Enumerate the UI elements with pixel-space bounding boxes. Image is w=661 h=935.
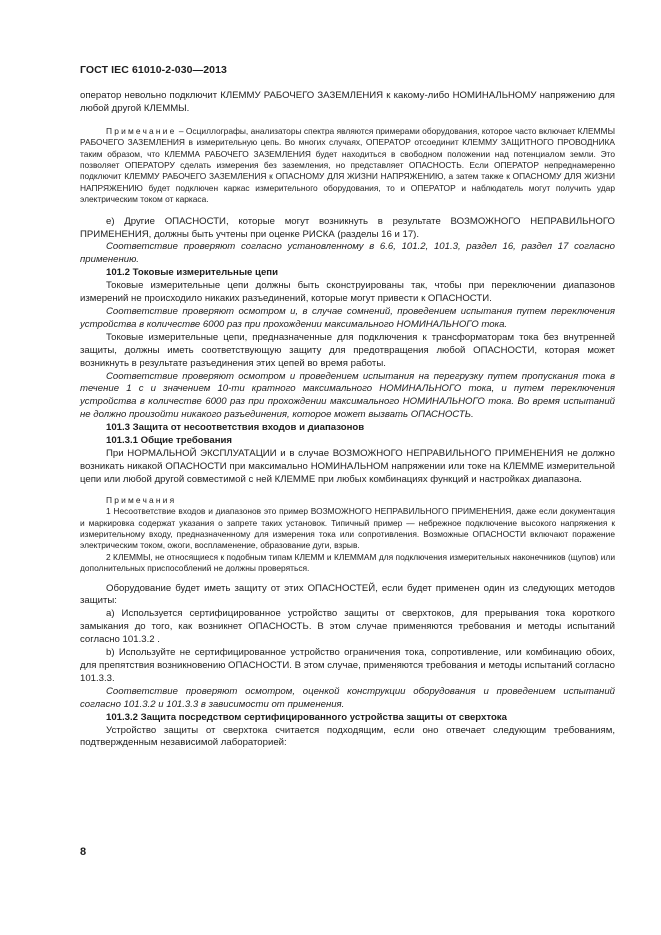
note-text: – Осциллографы, анализаторы спектра являются примерами оборудования, которое часто включает КЛЕММЫ РАБОЧЕГО ЗАЗЕМЛЕНИЯ в измерительную цепь. Во многих случаях, ОПЕРАТОР отсоединит КЛЕММУ ЗАЩИТНОГО ПРОВОДНИКА таким образом, что КЛЕММА РАБОЧЕГО ЗАЗЕМЛЕНИЯ будет находиться в свободном положении над потенциалом земли. Это позволяет ОПЕРАТОРУ сделать измерения без заземления, но представляет ОПАСНОСТЬ. Если ОПЕРАТОР непреднамеренно подключит КЛЕММУ РАБОЧЕГО ЗАЗЕМЛЕНИЯ к ОПАСНОМУ ДЛЯ ЖИЗНИ НАПРЯЖЕНИЮ, а затем также к ОПАСНОМУ ДЛЯ ЖИЗНИ НАПРЯЖЕНИЮ будет подключен каркас измерительного оборудования, то и ОПЕРАТОР и наблюдатель могут получить удар электрическим током от каркаса. xyxy=(80,125,615,205)
compliance-paragraph: Соответствие проверяют осмотром и, в случае сомнений, проведением испытания путем переключения устройства в количестве 6000 раз при прохождении максимального НОМИНАЛЬНОГО тока. xyxy=(80,306,615,330)
paragraph: Токовые измерительные цепи должны быть сконструированы так, чтобы при переключении диапазонов измерений не происходило никаких разъединений, которые могут привести к ОПАСНОСТИ. xyxy=(80,280,615,305)
note-item: 2 КЛЕММЫ, не относящиеся к подобным типам КЛЕММ и КЛЕММАМ для подключения измерительных наконечников (щупов) или дополнительных приспособлений не должны проверяться. xyxy=(80,551,615,574)
list-item: а) Используется сертифицированное устройство защиты от сверхтоков, для прерывания тока короткого замыкания до того, как возникнет ОПАСНОСТЬ. В этом случае применяются требования и методы испытаний согласно 101.3.2 . xyxy=(80,608,615,646)
list-item: b) Используйте не сертифицированное устройство ограничения тока, сопротивление, или комбинацию обоих, для препятствия возникновению ОПАСНОСТИ. В этом случае, применяются требования и методы испытаний согласно 101.3.3. xyxy=(80,647,615,684)
paragraph: оператор невольно подключит КЛЕММУ РАБОЧЕГО ЗАЗЕМЛЕНИЯ к какому-либо НОМИНАЛЬНОМУ напряжению для любой другой КЛЕММЫ. xyxy=(80,90,615,114)
subsection-heading: 101.3.1 Общие требования xyxy=(106,435,233,447)
paragraph: Токовые измерительные цепи, предназначенные для подключения к трансформаторам тока без внутренней защиты, должны иметь соответствующую защиту для предотвращения любой ОПАСНОСТИ, которая может возникнуть в результате разъединения этих цепей во время работы. xyxy=(80,331,615,369)
paragraph: При НОРМАЛЬНОЙ ЭКСПЛУАТАЦИИ и в случае ВОЗМОЖНОГО НЕПРАВИЛЬНОГО ПРИМЕНЕНИЯ не должно возникать никакой ОПАСНОСТИ при максимально НОМИНАЛЬНОМ напряжении или токе на КЛЕММЕ измерительной цепи или любой другой совместимой с ней КЛЕММЕ при любых комбинациях функций и настройках диапазона. xyxy=(80,447,615,485)
section-heading: 101.2 Токовые измерительные цепи xyxy=(106,267,278,279)
note xyxy=(80,126,615,206)
paragraph: Оборудование будет иметь защиту от этих ОПАСНОСТЕЙ, если будет применен один из следующих методов защиты: xyxy=(80,582,615,607)
subsection-heading: 101.3.2 Защита посредством сертифицированного устройства защиты от сверхтока xyxy=(106,711,507,723)
document-header: ГОСТ IEC 61010-2-030—2013 xyxy=(80,64,227,76)
document-body xyxy=(80,90,615,750)
note-item: 1 Несоответствие входов и диапазонов это пример ВОЗМОЖНОГО НЕПРАВИЛЬНОГО ПРИМЕНЕНИЯ, даже если документация и маркировка содержат указания о запрете таких установок. Типичный пример — небрежное подключение высокого напряжения к измерительному входу, предназначенному для измерения тока или сопротивления. Возможные ОПАСНОСТИ включают поражение электрическим током, ожоги, воспламенение, образование дуги, взрыв. xyxy=(80,506,615,551)
compliance-paragraph: Соответствие проверяют осмотром, оценкой конструкции оборудования и проведением испытаний согласно 101.3.2 и 101.3.3 в зависимости от применения. xyxy=(80,685,615,710)
section-heading: 101.3 Защита от несоответствия входов и диапазонов xyxy=(106,422,365,434)
note-label: Примечание xyxy=(106,125,177,136)
notes-label: Примечания xyxy=(106,494,177,505)
paragraph: е) Другие ОПАСНОСТИ, которые могут возникнуть в результате ВОЗМОЖНОГО НЕПРАВИЛЬНОГО ПРИМЕНЕНИЯ, должны быть учтены при оценке РИСКА (разделы 16 и 17). xyxy=(80,215,615,240)
paragraph: Устройство защиты от сверхтока считается подходящим, если оно отвечает следующим требованиям, подтвержденным независимой лабораторией: xyxy=(80,724,615,749)
page-number: 8 xyxy=(80,846,87,858)
compliance-paragraph: Соответствие проверяют осмотром и проведением испытания на перегрузку путем пропускания тока в течение 1 с и значением 10-ти кратного максимального НОМИНАЛЬНОГО тока, и путем переключения устройства в количестве 6000 раз при прохождении максимального НОМИНАЛЬНОГО тока. Во время испытаний не должно произойти никакого разъединения, которое может вызвать ОПАСНОСТЬ. xyxy=(80,370,615,421)
compliance-paragraph: Соответствие проверяют согласно установленному в 6.6, 101.2, 101.3, раздел 16, раздел 17 согласно применению. xyxy=(80,241,615,266)
